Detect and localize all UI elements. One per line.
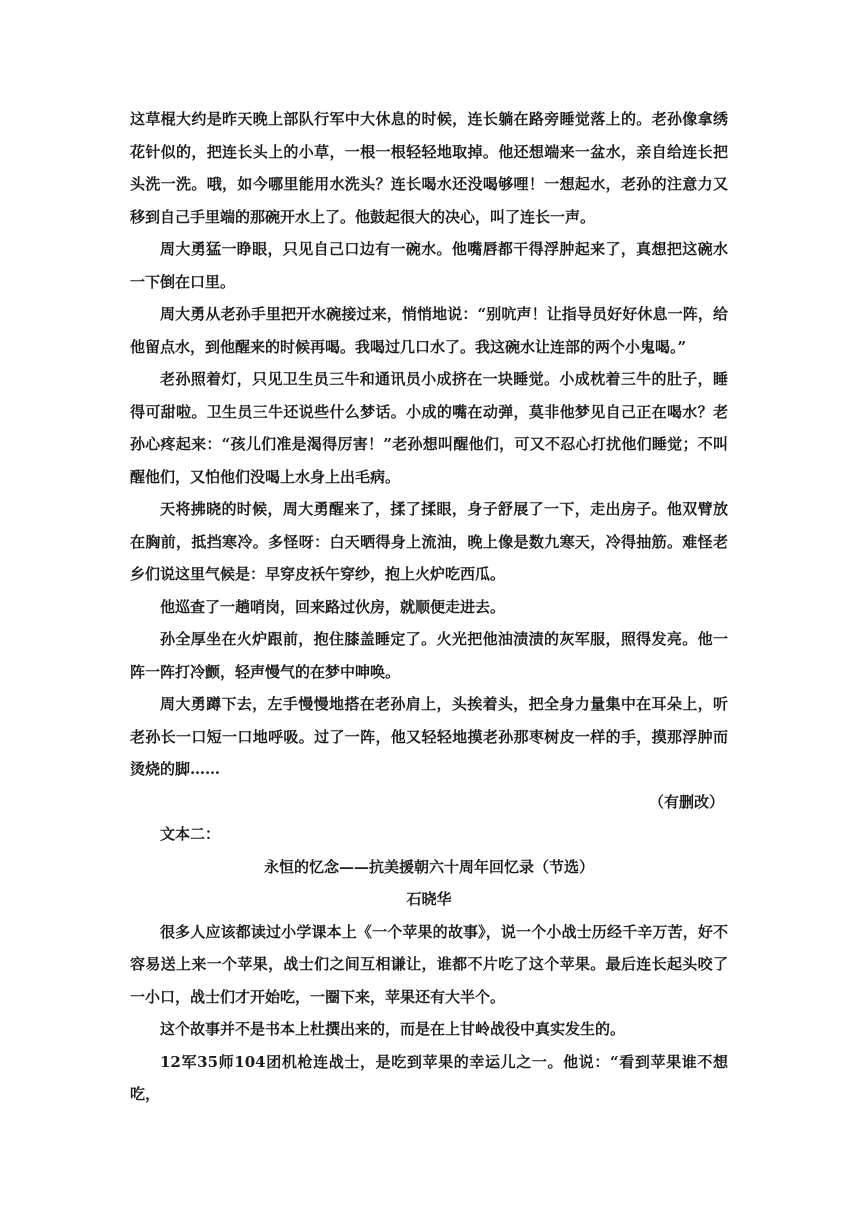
text2-title: 永恒的忆念——抗美援朝六十周年回忆录（节选） bbox=[263, 857, 594, 876]
paragraph: 这草棍大约是昨天晚上部队行军中大休息的时候，连长躺在路旁睡觉落上的。老孙像拿绣花针似的，把连长头上的小草，一根一根轻轻地取掉。他还想端来一盆水，亲自给连长把头洗一洗。哦，如今哪里能用水洗头？连长喝水还没喝够哩！一想起水，老孙的注意力又移到自己手里端的那碗开水上了。他鼓起很大的决心，叫了连长一声。 bbox=[130, 110, 728, 226]
document-page bbox=[130, 103, 728, 1111]
source-note: （有删改） bbox=[648, 792, 724, 811]
paragraph: 周大勇猛一睁眼，只见自己口边有一碗水。他嘴唇都干得浮肿起来了，真想把这碗水一下倒在口里。 bbox=[130, 240, 728, 291]
paragraph: 周大勇从老孙手里把开水碗接过来，悄悄地说：“别吭声！让指导员好好休息一阵，给他留点水，到他醒来的时候再喝。我喝过几口水了。我这碗水让连部的两个小鬼喝。” bbox=[130, 305, 728, 356]
paragraph: 周大勇蹲下去，左手慢慢地搭在老孙肩上，头挨着头，把全身力量集中在耳朵上，听老孙长一口短一口地呼吸。过了一阵，他又轻轻地摸老孙那枣树皮一样的手，摸那浮肿而烫烧的脚…… bbox=[130, 695, 728, 778]
paragraph: 天将拂晓的时候，周大勇醒来了，揉了揉眼，身子舒展了一下，走出房子。他双臂放在胸前，抵挡寒冷。多怪呀：白天晒得身上流油，晚上像是数九寒天，冷得抽筋。难怪老乡们说这里气候是：早穿皮袄午穿纱，抱上火炉吃西瓜。 bbox=[130, 500, 728, 583]
paragraph: 他巡查了一趟哨岗，回来路过伙房，就顺便走进去。 bbox=[160, 597, 506, 616]
text2-label: 文本二： bbox=[160, 825, 221, 843]
paragraph: 老孙照着灯，只见卫生员三牛和通讯员小成挤在一块睡觉。小成枕着三牛的肚子，睡得可甜啦。卫生员三牛还说些什么梦话。小成的嘴在动弹，莫非他梦见自己正在喝水？老孙心疼起来：“孩儿们准是渴得厉害！”老孙想叫醒他们，可又不忍心打扰他们睡觉；不叫醒他们，又怕他们没喝上水身上出毛病。 bbox=[130, 370, 728, 486]
paragraph: 12军35师104团机枪连战士，是吃到苹果的幸运儿之一。他说：“看到苹果谁不想吃， bbox=[130, 1052, 728, 1103]
paragraph: 这个故事并不是书本上杜撰出来的，而是在上甘岭战役中真实发生的。 bbox=[160, 1020, 626, 1038]
paragraph: 孙全厚坐在火炉跟前，抱住膝盖睡定了。火光把他油渍渍的灰军服，照得发亮。他一阵一阵打冷颤，轻声慢气的在梦中呻唤。 bbox=[130, 630, 728, 681]
paragraph: 很多人应该都读过小学课本上《一个苹果的故事》，说一个小战士历经千辛万苦，好不容易送上来一个苹果，战士们之间互相谦让，谁都不片吃了这个苹果。最后连长起头咬了一小口，战士们才开始吃，一圈下来，苹果还有大半个。 bbox=[130, 922, 728, 1006]
text2-author: 石晓华 bbox=[406, 890, 452, 908]
